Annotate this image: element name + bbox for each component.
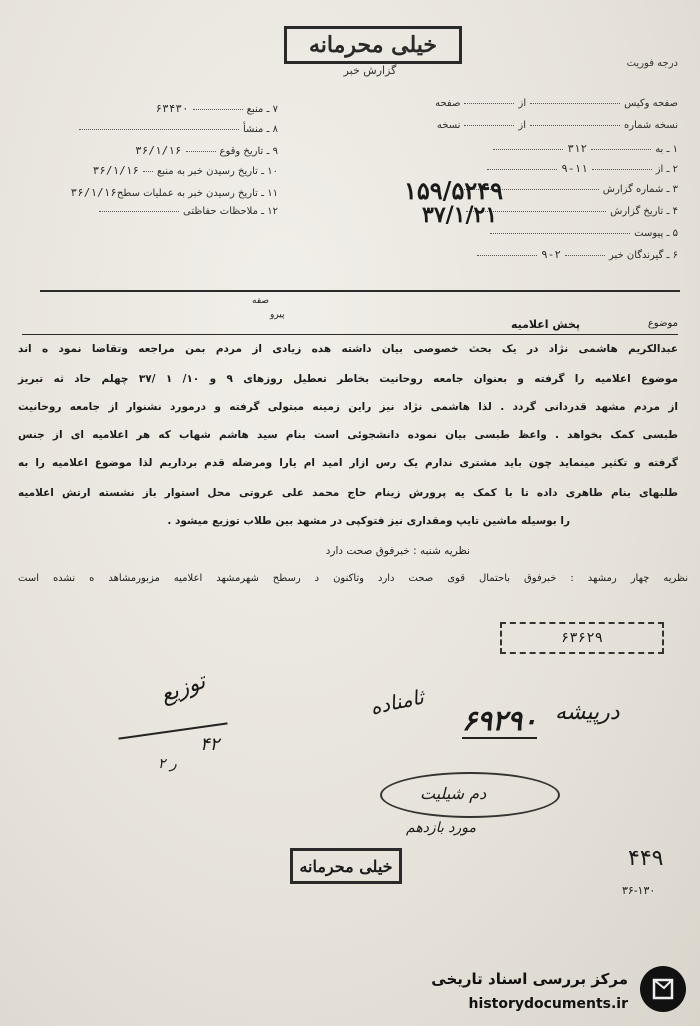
handwritten-signature: توزیع bbox=[157, 668, 209, 709]
registration-box bbox=[500, 622, 664, 654]
field-operations-receipt-date: ۱۱ ـ تاریخ رسیدن خبر به عملیات سطح۳۶/۱/۱۶ bbox=[70, 186, 278, 199]
report-type-label: گزارش خبر bbox=[343, 64, 397, 77]
archive-logo-url: historydocuments.ir bbox=[468, 996, 628, 1012]
page-number: ۴۴۹ bbox=[628, 846, 664, 871]
field-from: ۲ ـ از۹-۱۱ bbox=[483, 162, 678, 175]
analysis-line: نظریه شنبه : خبرفوق صحت دارد bbox=[325, 545, 470, 557]
body-line: طلبهای بنام طاهری داده تا با کمک یه پرورش زینام حاج محمد علی عروتی محل استوار باز نشسته ارتش اعلامیه bbox=[18, 487, 678, 499]
handwritten-signature: دم شیلیت bbox=[420, 784, 487, 803]
subject-divider bbox=[22, 334, 678, 335]
field-recipients: ۶ ـ گیرندگان خبر۹-۲ bbox=[473, 248, 678, 261]
classification-stamp-top-text: خیلی محرمانه bbox=[308, 32, 438, 58]
handwritten-report-date: ۳۷/۱/۲۱ bbox=[422, 202, 498, 228]
body-line: را بوسیله ماشین تایپ ومقداری نیز فتوکپی در مشهد بین طلاب توزیع میشود . bbox=[167, 515, 570, 527]
classification-stamp-bottom-text: خیلی محرمانه bbox=[299, 856, 393, 876]
body-line: از مردم مشهد قدردانی گردد . لذا هاشمی نژاد نیز راین زمینه مبتولی گرفته و درمورد نشنوار از جامعه روحانیت bbox=[18, 401, 678, 413]
field-report-number: ۳ ـ شماره گزارش bbox=[455, 184, 678, 195]
handwritten-report-number: ۱۵۹/۵۲۴۹ bbox=[404, 176, 503, 205]
archive-logo-name: مرکز بررسی اسناد تاریخی bbox=[431, 970, 628, 988]
urgency-label: درجه فوریت bbox=[626, 58, 678, 69]
field-to: ۱ ـ به۳۱۲ bbox=[489, 142, 678, 155]
classification-stamp-top bbox=[284, 26, 462, 64]
handwritten-word: درپیشه bbox=[555, 700, 620, 725]
analysis-line: نظریه چهار رمشهد : خبرفوق باحتمال قوی صحت دارد وتاکنون د رسطح شهرمشهد اعلامیه مزبورمشاهد ه نشده است bbox=[18, 573, 688, 584]
side-note-1: صفه bbox=[252, 296, 270, 306]
registration-box-number: ۶۳۶۲۹ bbox=[560, 630, 604, 646]
subject-value: پخش اعلامیه bbox=[510, 318, 580, 331]
archive-logo-icon bbox=[640, 966, 686, 1012]
field-report-date: ۴ ـ تاریخ گزارش bbox=[462, 206, 678, 217]
field-page: صفحه وکیسازصفحه bbox=[435, 98, 678, 109]
field-occurrence-date: ۹ ـ تاریخ وقوع۳۶/۱/۱۶ bbox=[135, 144, 278, 157]
field-source: ۷ ـ منبع۶۳۴۳۰ bbox=[155, 102, 278, 115]
header-divider bbox=[40, 290, 680, 292]
field-attachment: ۵ ـ پیوست bbox=[486, 228, 678, 239]
body-line: موضوع اعلامیه را گرفته و بعنوان جامعه روحانیت بخاطر تعطیل روزهای ۹ و ۱۰/ ۱ /۳۷ چهلم حاد ثه تبریز bbox=[18, 373, 679, 385]
classification-stamp-bottom bbox=[290, 848, 402, 884]
handwritten-number: ۶۹۲۹۰ bbox=[462, 704, 538, 737]
field-source-receipt-date: ۱۰ ـ تاریخ رسیدن خبر به منبع۳۶/۱/۱۶ bbox=[92, 164, 278, 177]
handwritten-word: ثامناده bbox=[368, 684, 426, 720]
page-code: ۳۶-۱۳۰ bbox=[622, 884, 656, 897]
side-note-2: پیرو bbox=[270, 310, 285, 320]
handwritten-signature: ر ۲ bbox=[158, 756, 177, 772]
handwritten-signature: مورد بازدهم bbox=[406, 820, 477, 836]
body-line: عبدالکریم هاشمی نژاد در یک بحث خصوصی بیان داشته هده زیادی از مردم بمن مراجعه وتقاضا نمود ه اند bbox=[18, 343, 678, 355]
handwritten-signature: ۴۲ bbox=[200, 734, 220, 755]
body-line: گرفته و تکثیر مینماید چون باید مشتری ندارم یک رس ازار امید ام یارا ومرضله قدم برداریم لذا موضوع اعلامیه را به bbox=[18, 457, 678, 469]
field-origin: ۸ ـ منشأ bbox=[75, 124, 278, 135]
body-line: طبسی کمک بخواهد . واعظ طبسی بیان نموده دانشجوئی است بنام سید هاشم شهاب که هر اعلامیه ای از جنس bbox=[18, 429, 678, 441]
subject-label: موضوع bbox=[647, 318, 678, 329]
field-copy: نسخه شمارهازنسخه bbox=[436, 120, 678, 131]
field-security-notes: ۱۲ ـ ملاحظات حفاظتی bbox=[95, 206, 278, 217]
